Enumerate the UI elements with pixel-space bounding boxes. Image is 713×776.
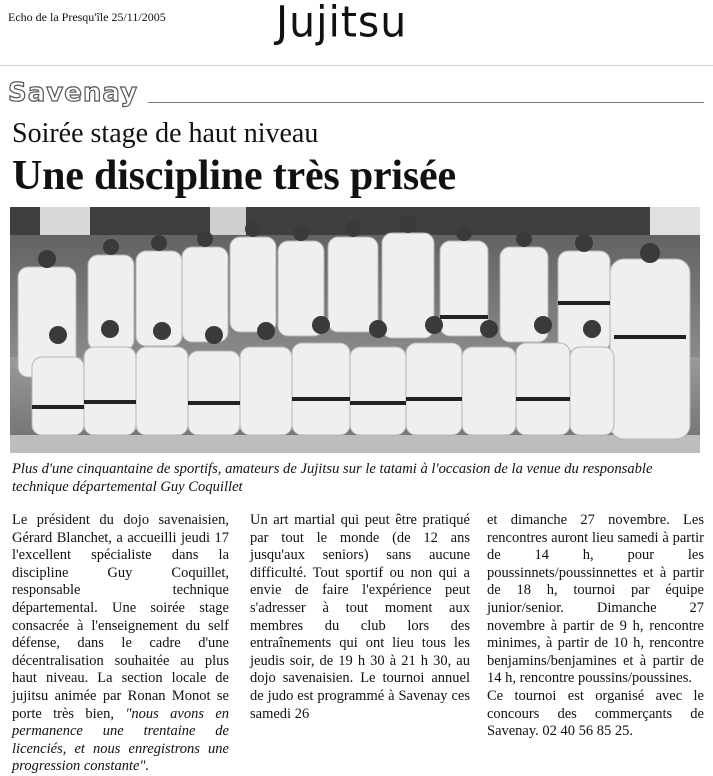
city-heading: Savenay bbox=[8, 78, 139, 108]
article-headline: Une discipline très prisée bbox=[12, 153, 456, 199]
group-photo bbox=[10, 207, 700, 453]
article-column-2 bbox=[250, 512, 470, 723]
header-divider bbox=[0, 65, 713, 66]
article-column-3 bbox=[487, 512, 704, 741]
photo-caption: Plus d'une cinquantaine de sportifs, amateurs de Jujitsu sur le tatami à l'occasion de la venue du responsable technique départemental Guy Coquillet bbox=[12, 461, 653, 495]
section-title: Jujitsu bbox=[276, 0, 408, 48]
source-line: Echo de la Presqu'île 25/11/2005 bbox=[8, 10, 166, 24]
column-1-text: Le président du dojo savenaisien, Gérard Blanchet, a accueilli jeudi 17 l'excellent spécialiste dans la discipline Guy Coquillet, responsable technique départemental. Une soirée stage consacrée à l'enseignement du self défense, dans le cadre d'une décentralisation souhaitée au plus haut niveau. La section locale de jujitsu animée par Ronan Monot se porte très bien, bbox=[12, 512, 229, 722]
column-3-paragraph-1: et dimanche 27 novembre. Les rencontres auront lieu samedi à partir de 14 h, pour les poussinnets/poussinnettes et à partir de 18 h, tournoi par équipe junior/senior. Dimanche 27 novembre à partir de 9 h, rencontre minimes, à partir de 10 h, rencontre benjamins/benjamines et à partir de 14 h, rencontre poussins/poussines. bbox=[487, 512, 704, 687]
column-2-text: Un art martial qui peut être pratiqué par tout le monde (de 12 ans jusqu'aux seniors) sans aucune difficulté. Tout sportif ou non qui a envie de faire l'expérience peut s'adresser à tout moment aux membres du club lors des entraînements qui ont lieu tous les jeudis soir, de 19 h 30 à 21 h 30, au dojo savenaisien. Le tournoi annuel de judo est programmé à Savenay ces samedi 26 bbox=[250, 512, 470, 722]
column-3-paragraph-2: Ce tournoi est organisé avec le concours des commerçants de Savenay. 02 40 56 85 25. bbox=[487, 687, 704, 740]
city-divider bbox=[148, 102, 704, 103]
quote-text: "nous avons en permanence une trentaine de licenciés, et nous enregistrons une progression constante". bbox=[12, 705, 230, 775]
article-column-1 bbox=[12, 512, 229, 776]
article-subtitle: Soirée stage de haut niveau bbox=[12, 118, 319, 149]
